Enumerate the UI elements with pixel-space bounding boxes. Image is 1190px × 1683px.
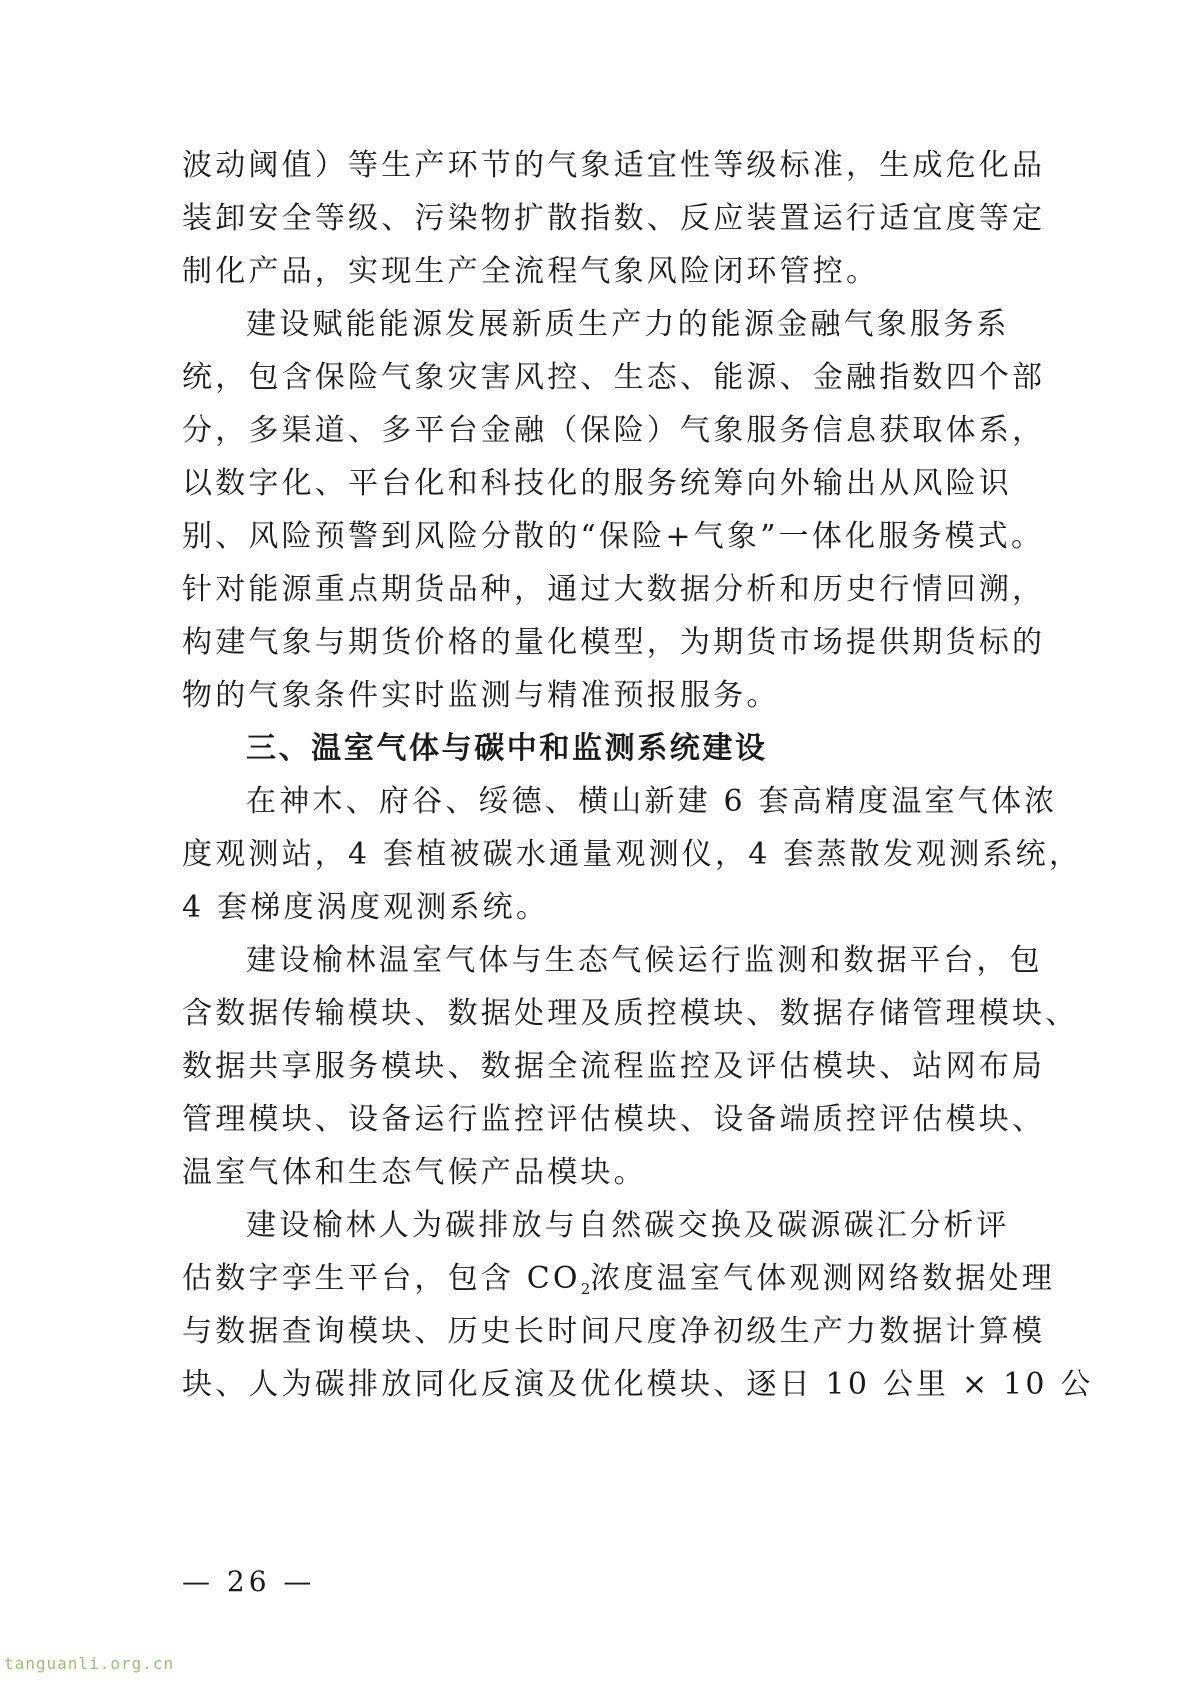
paragraph-line: 与数据查询模块、历史长时间尺度净初级生产力数据计算模 [182,1314,1046,1349]
co2-prefix: 估数字孪生平台，包含 CO [182,1261,581,1296]
paragraph-line: 统，包含保险气象灾害风控、生态、能源、金融指数四个部 [182,360,1046,395]
paragraph-line: 别、风险预警到风险分散的“保险+气象”一体化服务模式。 [182,519,1045,554]
page-number: — 26 — [182,1565,316,1598]
paragraph-line: 物的气象条件实时监测与精准预报服务。 [182,678,780,713]
section-heading: 三、温室气体与碳中和监测系统建设 [246,731,768,766]
paragraph-line: 含数据传输模块、数据处理及质控模块、数据存储管理模块、 [182,996,1079,1031]
co2-suffix: 浓度温室气体观测网络数据处理 [590,1261,1056,1296]
paragraph-first-line: 建设榆林人为碳排放与自然碳交换及碳源碳汇分析评 [246,1208,1010,1243]
paragraph-line: 温室气体和生态气候产品模块。 [182,1155,647,1190]
paragraph-first-line: 建设榆林温室气体与生态气候运行监测和数据平台，包 [246,943,1043,978]
paragraph-line: 构建气象与期货价格的量化模型，为期货市场提供期货标的 [182,625,1046,660]
paragraph-line: 波动阈值）等生产环节的气象适宜性等级标准，生成危化品 [182,148,1046,183]
paragraph-first-line: 建设赋能能源发展新质生产力的能源金融气象服务系 [246,307,1010,342]
paragraph-line: 块、人为碳排放同化反演及优化模块、逐日 10 公里 × 10 公 [182,1367,1094,1402]
paragraph-line: 数据共享服务模块、数据全流程监控及评估模块、站网布局 [182,1049,1046,1084]
co2-subscript: 2 [580,1280,591,1298]
paragraph-line: 管理模块、设备运行监控评估模块、设备端质控评估模块、 [182,1102,1046,1137]
paragraph-line: 度观测站，4 套植被碳水通量观测仪，4 套蒸散发观测系统， [182,837,1083,872]
watermark-text: tanguanli.org.cn [4,1654,175,1673]
paragraph-line-co2 [182,1253,1055,1305]
paragraph-line: 装卸安全等级、污染物扩散指数、反应装置运行适宜度等定 [182,201,1046,236]
paragraph-line: 针对能源重点期货品种，通过大数据分析和历史行情回溯， [182,572,1046,607]
paragraph-line: 制化产品，实现生产全流程气象风险闭环管控。 [182,254,880,289]
paragraph-line: 4 套梯度涡度观测系统。 [182,890,550,925]
paragraph-line: 分，多渠道、多平台金融（保险）气象服务信息获取体系， [182,413,1046,448]
paragraph-line: 以数字化、平台化和科技化的服务统筹向外输出从风险识 [182,466,1012,501]
paragraph-first-line: 在神木、府谷、绥德、横山新建 6 套高精度温室气体浓 [246,784,1058,819]
